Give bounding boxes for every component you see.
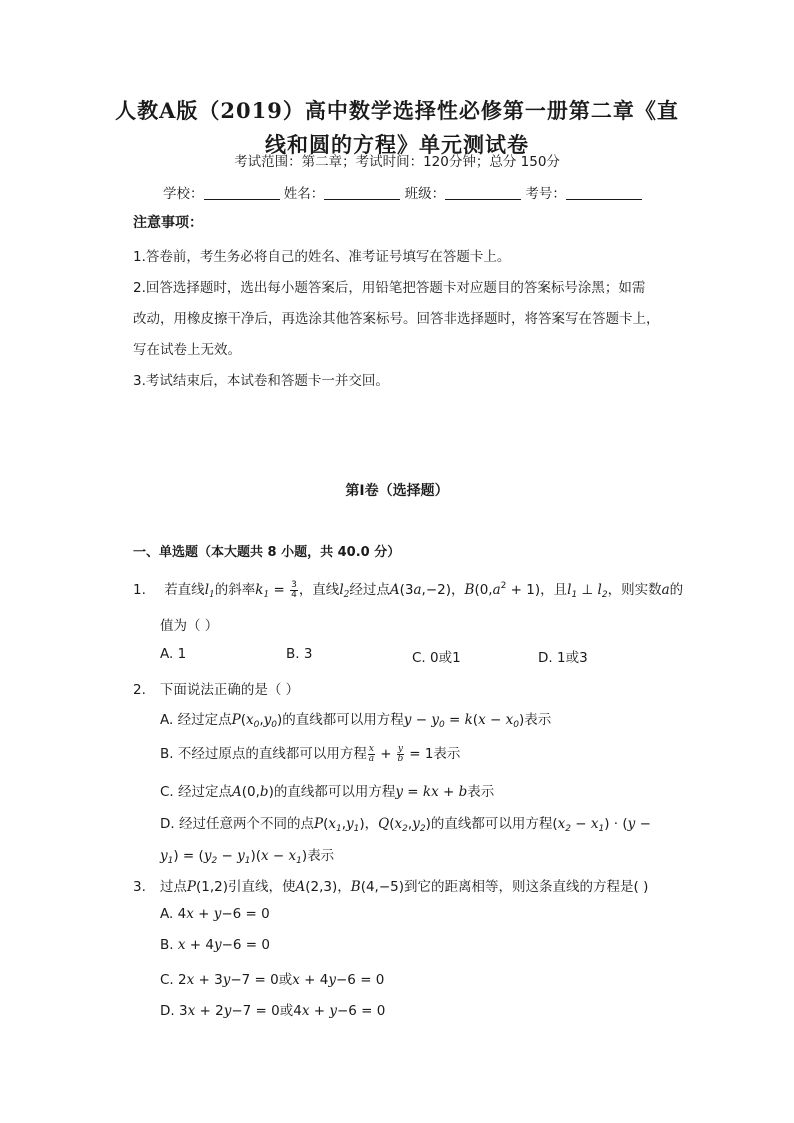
question-1-option-c[interactable]: C. 0或1 [412,650,461,666]
notice-item-2c: 写在试卷上无效。 [133,342,241,358]
student-info-fields [163,182,642,202]
school-label: 学校： [163,186,204,202]
question-2-option-d-cont: $y_1) = (y_2 - y_1)(x - x_1)$表示 [160,848,335,866]
question-3-number: 3. [133,879,146,895]
question-3-stem: 3. 过点P(1,2)引直线，使A(2,3)，B(4,−5)到它的距离相等，则这条直线的方程是( ) [133,879,649,895]
question-1-line1: 1. 若直线$l_1$的斜率$k_1$ = $\frac{3}{4}$ ，直线$l_2$经过点A(3a,−2)，$B(0,a^2 + 1)$，且$l_1$ ⊥ $l_2$，则实数a的 [133,579,684,600]
question-3-option-d[interactable]: D. 3x + 2y−7 = 0或4x + y−6 = 0 [160,1003,386,1019]
question-2-option-b[interactable]: B. 不经过原点的直线都可以用方程 $\frac{x}{a}$ + $\frac{y}{b}$ = 1表示 [160,743,461,764]
name-label: 姓名： [283,186,325,202]
name-blank[interactable] [324,187,400,200]
notice-item-2a: 2.回答选择题时，选出每小题答案后，用铅笔把答题卡对应题目的答案标号涂黑；如需 [133,280,646,296]
question-3-option-a[interactable]: A. 4x + y−6 = 0 [160,906,270,922]
section-heading: 一、单选题（本大题共 8 小题，共 40.0 分） [133,545,401,560]
question-3-option-c[interactable]: C. 2x + 3y−7 = 0或x + 4y−6 = 0 [160,972,385,988]
exam-title-line1: 人教A版（2019）高中数学选择性必修第一册第二章《直 [115,98,679,123]
question-2-option-c[interactable]: C. 经过定点A(0,b)的直线都可以用方程y = kx + b表示 [160,784,495,800]
number-label: 考号： [525,186,566,202]
class-label: 班级： [404,186,446,202]
question-2-number: 2. [133,682,146,698]
notice-item-2b: 改动，用橡皮擦干净后，再选涂其他答案标号。回答非选择题时，将答案写在答题卡上， [133,311,660,327]
question-2-option-a[interactable]: A. 经过定点$P(x_0,y_0)$的直线都可以用方程$y - y_0 = k(x - x_0)$表示 [160,712,552,730]
question-1-option-d[interactable]: D. 1或3 [538,650,588,666]
question-1-option-b[interactable]: B. 3 [286,646,313,662]
exam-title-line2: 线和圆的方程》单元测试卷 [265,132,529,157]
class-blank[interactable] [445,187,521,200]
part-title: 第I卷（选择题） [345,483,449,499]
notice-item-3: 3.考试结束后，本试卷和答题卡一并交回。 [133,373,389,389]
question-3-option-b[interactable]: B. x + 4y−6 = 0 [160,937,270,953]
question-1-option-a[interactable]: A. 1 [160,646,187,662]
school-blank[interactable] [204,187,280,200]
question-1-number: 1. [133,582,146,598]
number-blank[interactable] [566,187,642,200]
question-2-stem: 2. 下面说法正确的是（ ） [133,682,300,698]
notice-heading: 注意事项： [133,215,203,231]
notice-item-1: 1.答卷前，考生务必将自己的姓名、准考证号填写在答题卡上。 [133,249,511,265]
question-1-line2: 值为（ ） [160,618,219,634]
question-2-option-d[interactable]: D. 经过任意两个不同的点$P(x_1,y_1)$，$Q(x_2,y_2)$的直线都可以用方程$(x_2 - x_1) \cdot (y$ − [160,816,651,834]
exam-info: 考试范围：第二章；考试时间：120分钟；总分 150分 [234,154,560,170]
